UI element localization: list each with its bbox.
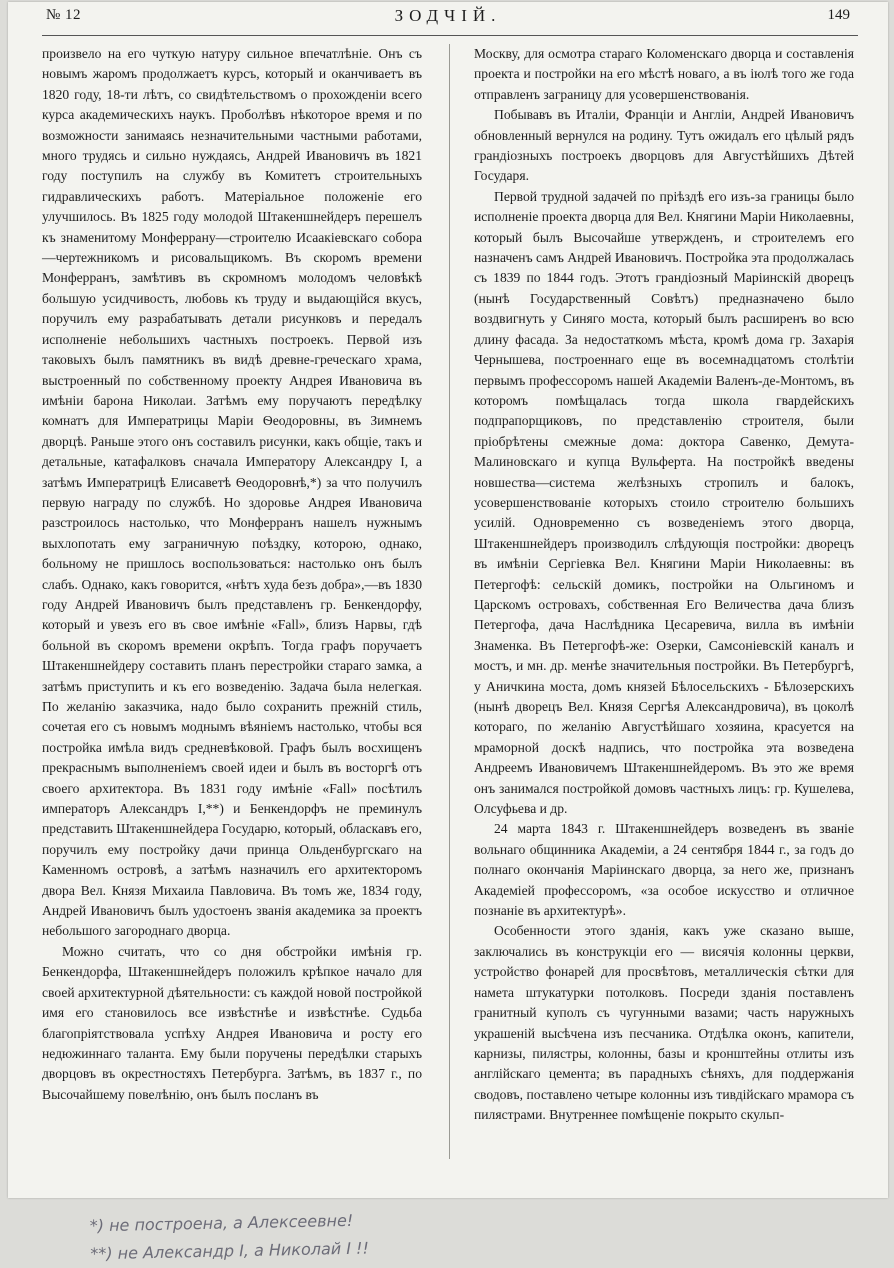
column-divider bbox=[449, 44, 450, 1159]
page-header bbox=[8, 2, 888, 34]
header-rule bbox=[42, 35, 858, 36]
left-column bbox=[42, 44, 422, 1105]
paragraph: произвело на его чуткую натуру сильное впечатлѣніе. Онъ съ новымъ жаромъ продолжаетъ курсъ, который и оканчиваетъ въ 1820 году, 18-ти лѣтъ, со свидѣтельствомъ о прохожденіи всего курса академическихъ наукъ. Проболѣвъ нѣкоторое время и по возможности занимаясь незначительными частными работами, много трудясь и сильно нуждаясь, Андрей Ивановичъ въ 1821 году поступилъ на службу въ Комитетъ строительныхъ гидравлическихъ работъ. Матеріальное положеніе его улучшилось. Въ 1825 году молодой Штакеншнейдеръ перешелъ къ знаменитому Монферрану—строителю Исаакіевскаго собора—чертежникомъ и рисовальщикомъ. Въ скоромъ времени Монферранъ, замѣтивъ въ скромномъ молодомъ человѣкѣ большую усидчивость, любовь къ труду и выдающійся вкусъ, поручилъ ему разрабатывать детали рисунковъ и передалъ исполненіе небольшихъ частныхъ построекъ. Первой изъ таковыхъ былъ памятникъ въ видѣ древне-греческаго храма, выстроенный по собственному проекту Андрея Ивановича въ имѣніи барона Николаи. Затѣмъ ему поручаютъ передѣлку комнатъ для Императрицы Маріи Ѳеодоровны, въ Зимнемъ дворцѣ. Раньше этого онъ составилъ рисунки, какъ общіе, такъ и детальные, катафалковъ сначала Императору Александру I, а затѣмъ Императрицѣ Елисаветѣ Ѳеодоровнѣ,*) за что получилъ первую награду по службѣ. Но здоровье Андрея Ивановича разстроилось настолько, что Монферранъ нашелъ нужнымъ выхлопотать ему заграничную поѣздку, которою, однако, больному не пришлось воспользоваться: настолько онъ былъ слабъ. Однако, какъ говорится, «нѣтъ худа безъ добра»,—въ 1830 году Андрей Ивановичъ былъ представленъ гр. Бенкендорфу, который и увезъ его въ свое имѣніе «Fall», близъ Нарвы, гдѣ больной въ скоромъ времени окрѣпъ. Тогда графъ поручаетъ Штакеншнейдеру составить планъ перестройки стараго замка, а затѣмъ приступить и къ его возведенію. Задача была нелегкая. По желанію заказчика, надо было сохранить прежній стиль, сочетая его съ новымъ моднымъ вѣяніемъ настолько, чтобы вся постройка имѣла видъ средневѣковой. Графъ былъ восхищенъ прекраснымъ выполненіемъ своей идеи и былъ въ восторгѣ отъ своего архитектора. Въ 1831 году имѣніе «Fall» посѣтилъ императоръ Александръ I,**) и Бенкендорфъ не преминулъ представить Штакеншнейдера Государю, который, обласкавъ его, поручилъ ему постройку дачи принца Ольденбургскаго на Каменномъ островѣ, а затѣмъ назначилъ его архитекторомъ двора Вел. Князя Михаила Павловича. Въ томъ же, 1834 году, Андрей Ивановичъ былъ удостоенъ званія академика за проектъ небольшого загороднаго дворца. bbox=[42, 46, 422, 939]
paragraph: Первой трудной задачей по пріѣздѣ его изъ-за границы было исполненіе проекта дворца для Вел. Княгини Маріи Николаевны, который былъ Высочайше утвержденъ, и строителемъ его назначенъ самъ Андрей Ивановичъ. Постройка эта продолжалась съ 1839 по 1844 годъ. Этотъ грандіозный Маріинскій дворецъ (нынѣ Государственный Совѣтъ) предназначено было воздвигнуть у Синяго моста, который былъ расширенъ во всю длину фасада. За недостаткомъ мѣста, кромѣ дома гр. Захарія Чернышева, построеннаго еще въ восемнадцатомъ столѣтіи первымъ профессоромъ нашей Академіи Валенъ-де-Монтомъ, въ которомъ помѣщалась тогда школа гвардейскихъ подпрапорщиковъ, по представленію строителя, были пріобрѣтены смежные дома: доктора Савенко, Демута-Малиновскаго и купца Вульферта. На постройкѣ введены новшества—система желѣзныхъ стропилъ и балокъ, усовершенствованіе которыхъ стоило строителю большихъ усилій. Одновременно съ возведеніемъ этого дворца, Штакеншнейдеръ производилъ слѣдующія постройки: дворецъ въ имѣніи Сергіевка Вел. Княгини Маріи Николаевны: въ Петергофѣ: сельскій домикъ, постройки на Ольгиномъ и Царскомъ островахъ, собственная Его Величества дача близъ Петергофа, дача Наслѣдника Цесаревича, вилла въ имѣніи Знаменка. Въ Петергофѣ-же: Озерки, Самсоніевскій каналъ и мостъ, и мн. др. менѣе значительныя постройки. Въ Петербургѣ, у Аничкина моста, домъ князей Бѣлосельскихъ - Бѣлозерскихъ (нынѣ дворецъ Вел. Князя Сергѣя Александровича), въ цоколѣ котораго, по желанію Августѣйшаго хозяина, красуется на мраморной доскѣ надпись, что постройка эта возведена Андреемъ Ивановичемъ Штакеншнейдеромъ. Въ это же время онъ занимался постройкой домовъ частныхъ лицъ: гр. Кушелева, Олсуфьева и др. bbox=[474, 188, 854, 817]
paragraph: Особенности этого зданія, какъ уже сказано выше, заключались въ конструкціи его — висячія колонны церкви, устройство фонарей для просвѣтовъ, металлическія сѣтки для намета штукатурки потолковъ. Посреди зданія поставленъ гранитный куполъ съ чугунными вазами; часть наружныхъ украшеній высѣчена изъ песчаника. Отдѣлка оконъ, капители, карнизы, пилястры, колонны, базы и кронштейны отлиты изъ англійскаго цемента; въ парадныхъ сѣняхъ, для поддержанія сводовъ, поставлено четыре колонны изъ тивдійскаго мрамора съ пилястрами. Внутреннее помѣщеніе покрыто скульп- bbox=[474, 923, 854, 1123]
handwritten-note-2: **) не Александр I, а Николай I !! bbox=[90, 1238, 370, 1264]
handwritten-footnotes bbox=[89, 1198, 790, 1268]
paragraph: Можно считать, что со дня обстройки имѣнія гр. Бенкендорфа, Штакеншнейдеръ положилъ крѣпкое начало для своей архитектурной дѣятельности: съ каждой новой постройкой имя его становилось все извѣстнѣе и извѣстнѣе. Судьба благопріятствовала успѣху Андрея Ивановича и росту его недюжиннаго таланта. Ему были поручены передѣлки старыхъ дворцовъ въ окрестностяхъ Петербурга. Затѣмъ, въ 1837 г., по Высочайшему повелѣнію, онъ былъ посланъ въ bbox=[42, 943, 422, 1102]
right-column bbox=[474, 44, 854, 1126]
paragraph: Побывавъ въ Италіи, Франціи и Англіи, Андрей Ивановичъ обновленный вернулся на родину. Тутъ ожидалъ его цѣлый рядъ грандіозныхъ построекъ дворцовъ для Августѣйшихъ Дѣтей Государя. bbox=[474, 107, 854, 184]
issue-number: № 12 bbox=[46, 7, 82, 23]
page-number: 149 bbox=[827, 7, 850, 23]
journal-title: ЗОДЧІЙ. bbox=[394, 6, 502, 25]
handwritten-note-1: *) не построена, а Алексеевне! bbox=[89, 1210, 354, 1236]
document-page bbox=[8, 2, 888, 1198]
paragraph: 24 марта 1843 г. Штакеншнейдеръ возведенъ въ званіе вольнаго общинника Академіи, а 24 сентября 1844 г., за годъ до полнаго окончанія Маріинскаго дворца, за него же, признанъ Академіей профессоромъ, «за особое искусство и отличное познаніе въ архитектурѣ». bbox=[474, 821, 854, 919]
paragraph: Москву, для осмотра стараго Коломенскаго дворца и составленія проекта и постройки на его мѣстѣ новаго, а въ іюлѣ того же года отправленъ заграницу для усовершенствованія. bbox=[474, 46, 854, 102]
